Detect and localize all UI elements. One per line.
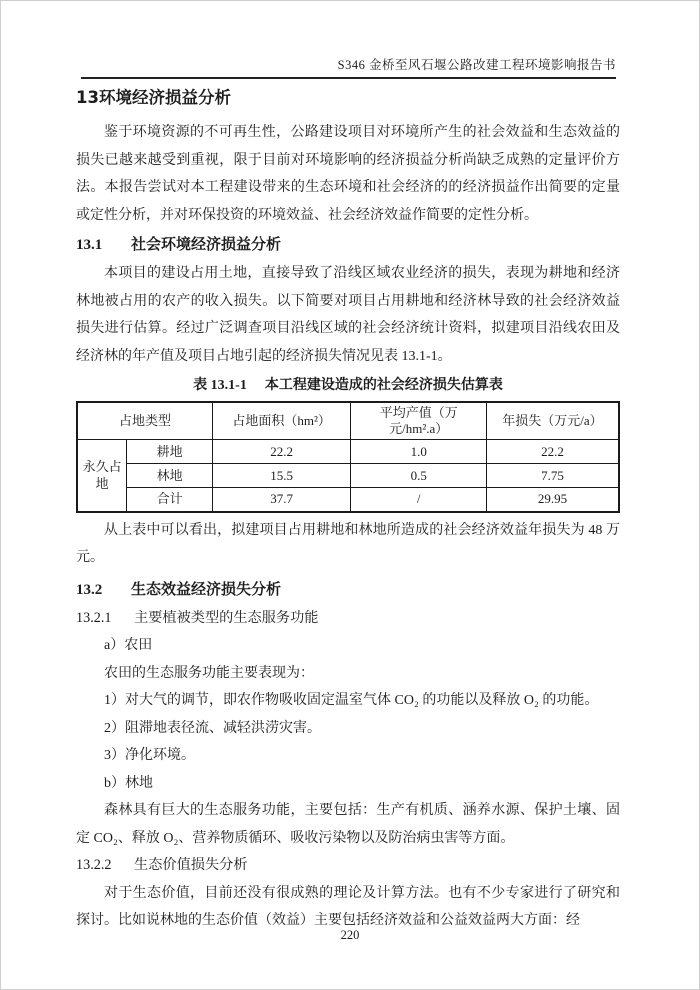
- section-heading-13-2-1: [76, 605, 620, 633]
- table-row-total: [77, 488, 619, 512]
- list-item-2-runoff: 2）阻滞地表径流、减轻洪涝灾害。: [104, 720, 321, 736]
- paragraph-farmland-intro: 农田的生态服务功能主要表现为：: [104, 665, 314, 681]
- document-content: [76, 83, 620, 935]
- list-item-3-purify: 3）净化环境。: [104, 748, 195, 763]
- heading-number: 13.2.1: [76, 609, 112, 626]
- table-caption-label: 表 13.1-1: [193, 378, 247, 393]
- heading-title: 社会环境经济损益分析: [131, 235, 282, 253]
- cell-avg: /: [351, 488, 487, 512]
- paragraph-eco-value: 对于生态价值，目前还没有很成熟的理论及计算方法。也有不少专家进行了研究和探讨。比如说林地的生态价值（效益）主要包括经济效益和公益效益两大方面：经: [76, 885, 620, 928]
- col-header-avg-output: 平均产值（万元/hm².a）: [351, 402, 487, 440]
- table-caption-title: 本工程建设造成的社会经济损失估算表: [264, 377, 503, 393]
- cell-area: 37.7: [212, 488, 350, 512]
- cell-type: 耕地: [127, 440, 213, 464]
- cell-area: 15.5: [212, 464, 350, 488]
- section-heading-13-2-2: [76, 852, 620, 880]
- cell-loss: 7.75: [486, 464, 619, 488]
- social-economic-loss-table: [76, 401, 620, 513]
- paragraph-social-loss: 本项目的建设占用土地，直接导致了沿线区域农业经济的损失，表现为耕地和经济林地被占用的农产的收入损失。以下简要对项目占用耕地和经济林导致的社会经济效益损失进行估算。经过广泛调查项目沿线区域的社会经济统计资料，拟建项目沿线农田及经济林的年产值及项目占地引起的经济损失情况见表 13.1-1。: [76, 266, 620, 364]
- heading-number: 13: [76, 88, 99, 107]
- paragraph-intro: 鉴于环境资源的不可再生性，公路建设项目对环境所产生的社会效益和生态效益的损失已越来越受到重视，限于目前对环境影响的经济损益分析尚缺乏成熟的定量评价方法。本报告尝试对本工程建设带来的生态环境和社会经济的的经济损益作出简要的定量或定性分析，并对环保投资的环境效益、社会经济效益作简要的定性分析。: [76, 125, 620, 223]
- section-heading-13-1: [76, 229, 620, 260]
- heading-title: 生态价值损失分析: [134, 857, 248, 873]
- col-header-land-type: 占地类型: [77, 402, 212, 440]
- table-caption: [76, 374, 620, 397]
- list-item-1-atmosphere: 1）对大气的调节，即农作物吸收固定温室气体 CO₂ 的功能以及释放 O₂ 的功能。: [104, 693, 599, 708]
- section-heading-13: [76, 83, 620, 113]
- col-header-area: 占地面积（hm²）: [212, 402, 350, 440]
- cell-loss: 22.2: [486, 440, 619, 464]
- cell-avg: 0.5: [351, 464, 487, 488]
- heading-number: 13.2: [76, 581, 103, 598]
- cell-avg: 1.0: [351, 440, 487, 464]
- col-header-annual-loss: 年损失（万元/a）: [486, 402, 619, 440]
- cell-area: 22.2: [212, 440, 350, 464]
- cell-type: 合计: [127, 488, 213, 512]
- heading-number: 13.2.2: [76, 857, 112, 873]
- list-item-b-forest: b）林地: [104, 775, 153, 791]
- heading-number: 13.1: [76, 237, 103, 253]
- table-row-forest: [77, 464, 619, 488]
- heading-title: 主要植被类型的生态服务功能: [134, 609, 319, 626]
- page-number: 220: [340, 928, 360, 942]
- heading-title: 生态效益经济损失分析: [131, 579, 282, 598]
- cell-type: 林地: [127, 464, 213, 488]
- page-header: [81, 57, 616, 79]
- paragraph-forest-functions: 森林具有巨大的生态服务功能，主要包括：生产有机质、涵养水源、保护土壤、固定 CO₂、释放 O₂、营养物质循环、吸收污染物以及防治病虫害等方面。: [76, 803, 620, 846]
- row-group-permanent-occupation: 永久占地: [77, 440, 127, 512]
- table-row-cultivated: [77, 440, 619, 464]
- paragraph-table-summary: 从上表中可以看出，拟建项目占用耕地和林地所造成的社会经济效益年损失为 48 万元。: [76, 522, 620, 565]
- heading-title: 环境经济损益分析: [99, 88, 231, 107]
- header-title: S346 金桥至风石堰公路改建工程环境影响报告书: [337, 58, 616, 72]
- section-heading-13-2: [76, 574, 620, 605]
- table-header-row: [77, 402, 619, 440]
- list-item-a-farmland: a）农田: [104, 638, 153, 653]
- cell-loss: 29.95: [486, 488, 619, 512]
